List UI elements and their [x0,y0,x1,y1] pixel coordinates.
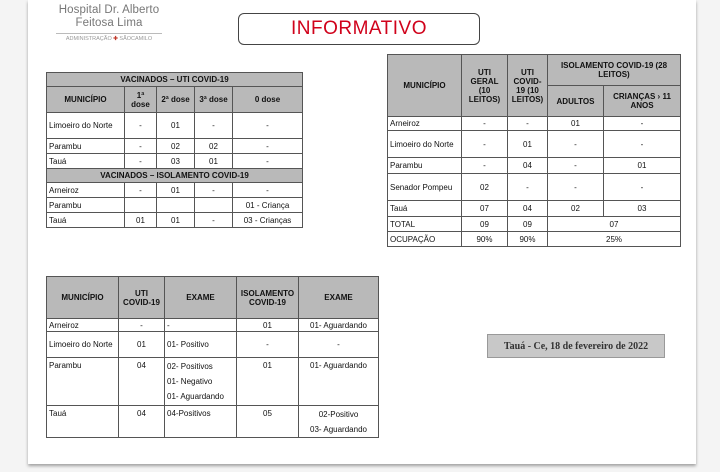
cell-value: 09 [462,217,508,232]
col-municipio: MUNICÍPIO [47,277,119,319]
table-row [47,406,379,438]
cell-exame: 01- Positivo [165,332,237,358]
col-uti-covid: UTI COVID-19 (10 LEITOS) [508,55,548,117]
cell-value: - [604,117,681,131]
col-municipio: MUNICÍPIO [47,87,125,113]
cell-value [195,198,233,213]
logo-brand-text: SÃOCAMILO [119,36,153,42]
cell-municipio: Arneiroz [47,319,119,332]
table-row [47,358,379,406]
cell-value: - [604,131,681,158]
cell-value: - [548,174,604,201]
cell-value: 01 [119,332,165,358]
cell-value: - [548,158,604,174]
col-dose3: 3ª dose [195,87,233,113]
cell-municipio: Parambu [47,358,119,406]
logo-line-2: Feitosa Lima [75,17,143,29]
cell-value: 02 [548,201,604,217]
cell-municipio: Limoeiro do Norte [47,113,125,139]
cell-municipio: Tauá [47,154,125,169]
cell-value [125,198,157,213]
cell-value: - [119,319,165,332]
cell-value: - [125,113,157,139]
cell-value: - [508,117,548,131]
table-row [47,198,303,213]
cell-value: 01 [237,319,299,332]
cell-value: 09 [508,217,548,232]
cell-value: - [125,139,157,154]
cell-value: - [237,332,299,358]
col-dose2: 2ª dose [157,87,195,113]
vacinados-table [46,72,303,228]
cell-municipio: Limoeiro do Norte [388,131,462,158]
col-adultos: ADULTOS [548,86,604,117]
ocupacao-row [388,232,681,247]
total-label: TOTAL [388,217,462,232]
logo-admin-text: ADMINISTRAÇÃO [65,36,112,42]
cell-value: 05 [237,406,299,438]
cell-value: 01 [157,183,195,198]
cell-value: 01 [237,358,299,406]
cell-value: 01 [157,113,195,139]
table-row [47,213,303,228]
cell-value: 07 [462,201,508,217]
cell-exame [299,406,379,438]
cell-value: - [462,158,508,174]
logo-line-1: Hospital Dr. Alberto [58,4,160,16]
cell-municipio: Parambu [47,198,125,213]
cell-municipio: Arneiroz [47,183,125,198]
cell-value: - [233,183,303,198]
table-row [388,131,681,158]
cell-value: 04 [119,358,165,406]
cell-municipio: Tauá [47,406,119,438]
cell-exame: - [299,332,379,358]
cell-value: - [462,131,508,158]
table-row [47,319,379,332]
cell-value: 01 [157,213,195,228]
cell-municipio: Parambu [47,139,125,154]
cell-value: 04 [508,201,548,217]
cell-municipio: Limoeiro do Norte [47,332,119,358]
cell-value: 01 [508,131,548,158]
cell-value: 03 [157,154,195,169]
cell-municipio: Arneiroz [388,117,462,131]
cell-value: - [195,183,233,198]
col-isolamento: ISOLAMENTO COVID-19 (28 LEITOS) [548,55,681,86]
table-row [388,201,681,217]
table-row [47,154,303,169]
cell-value: - [604,174,681,201]
cell-value: - [508,174,548,201]
cell-exame [165,358,237,406]
cell-value: - [548,131,604,158]
cell-exame: - [165,319,237,332]
col-exame: EXAME [165,277,237,319]
cell-value: 01 [195,154,233,169]
exame-line: 01- Aguardando [167,392,224,401]
cell-municipio: Tauá [388,201,462,217]
col-municipio: MUNICÍPIO [388,55,462,117]
date-box [487,334,665,358]
exame-line: 02-Positivo [318,409,359,419]
cell-value: - [462,117,508,131]
cell-value: - [125,154,157,169]
cell-municipio: Senador Pompeu [388,174,462,201]
col-exame-2: EXAME [299,277,379,319]
cross-icon: ✚ [113,36,118,42]
col-dose0: 0 dose [233,87,303,113]
cell-value: - [233,139,303,154]
exame-line: 02- Positivos [167,362,213,371]
total-row [388,217,681,232]
logo-line-3 [54,36,164,42]
cell-value: 02 [462,174,508,201]
title-box [238,13,480,45]
table-row [47,139,303,154]
cell-value: 90% [462,232,508,247]
cell-value: 25% [548,232,681,247]
cell-value: 90% [508,232,548,247]
col-criancas: CRIANÇAS › 11 ANOS [604,86,681,117]
cell-value: - [125,183,157,198]
cell-value [157,198,195,213]
cell-value: 01 [548,117,604,131]
cell-value: 03 [604,201,681,217]
page-title: INFORMATIVO [290,18,428,39]
exame-line: 03- Aguardando [310,424,367,434]
cell-value: 03 - Crianças [233,213,303,228]
cell-value: - [195,213,233,228]
cell-exame: 01- Aguardando [299,358,379,406]
cell-value: 02 [157,139,195,154]
cell-municipio: Tauá [47,213,125,228]
cell-exame: 04-Positivos [165,406,237,438]
exame-line: 01- Negativo [167,377,213,386]
ocupacao-label: OCUPAÇÃO [388,232,462,247]
col-uti-covid: UTI COVID-19 [119,277,165,319]
cell-value: - [195,113,233,139]
cell-value: - [233,154,303,169]
cell-value: 07 [548,217,681,232]
cell-value: 04 [508,158,548,174]
exames-table [46,276,379,438]
vac-uti-title: VACINADOS – UTI COVID-19 [47,73,303,87]
col-isolamento: ISOLAMENTO COVID-19 [237,277,299,319]
table-row [47,332,379,358]
vac-iso-title: VACINADOS – ISOLAMENTO COVID-19 [47,169,303,183]
col-dose1: 1ª dose [125,87,157,113]
cell-value: 02 [195,139,233,154]
table-row [47,183,303,198]
cell-value: 01 [604,158,681,174]
col-uti-geral: UTI GERAL (10 LEITOS) [462,55,508,117]
table-row [388,158,681,174]
cell-municipio: Parambu [388,158,462,174]
table-row [388,117,681,131]
cell-value: - [233,113,303,139]
cell-exame: 01- Aguardando [299,319,379,332]
cell-value: 01 [125,213,157,228]
date-text: Tauá - Ce, 18 de fevereiro de 2022 [503,340,649,352]
ocupacao-table [387,54,681,247]
table-row [388,174,681,201]
cell-value: 04 [119,406,165,438]
hospital-logo [54,4,164,42]
table-row [47,113,303,139]
cell-value: 01 - Criança [233,198,303,213]
